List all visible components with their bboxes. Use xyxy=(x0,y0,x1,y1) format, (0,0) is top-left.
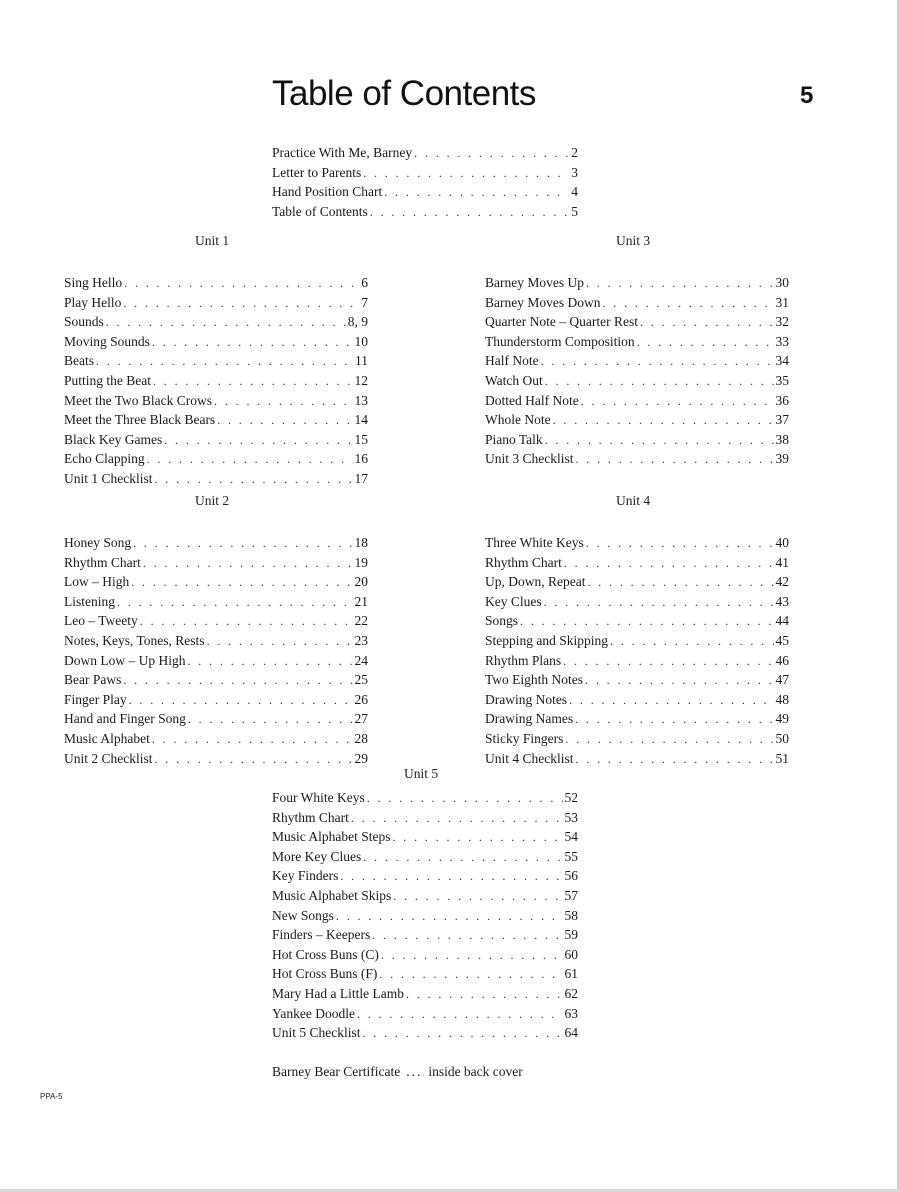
toc-entry-label: Play Hello xyxy=(64,294,122,310)
toc-entry-page: 8, 9 xyxy=(347,314,368,330)
toc-entry-label: Dotted Half Note xyxy=(485,392,579,408)
toc-entry-page: 23 xyxy=(354,632,368,648)
toc-entry-page: 44 xyxy=(775,613,789,629)
toc-entry xyxy=(64,293,368,313)
dot-leader xyxy=(414,144,569,164)
toc-entry xyxy=(485,631,789,651)
dot-leader xyxy=(553,411,774,431)
toc-entry-page: 17 xyxy=(354,470,368,486)
toc-entry-label: Hot Cross Buns (C) xyxy=(272,946,379,962)
toc-entry-page: 3 xyxy=(571,164,578,180)
toc-entry-page: 26 xyxy=(354,691,368,707)
toc-entry-page: 64 xyxy=(564,1025,578,1041)
toc-entry-label: Sticky Fingers xyxy=(485,730,564,746)
toc-entry xyxy=(485,670,789,690)
toc-entry-label: Unit 3 Checklist xyxy=(485,451,574,467)
toc-entry-label: Unit 2 Checklist xyxy=(64,750,153,766)
toc-entry-label: Meet the Three Black Bears xyxy=(64,412,216,428)
dot-leader xyxy=(565,730,773,750)
dot-leader xyxy=(581,392,774,412)
toc-entry-label: Notes, Keys, Tones, Rests xyxy=(64,632,205,648)
toc-entry xyxy=(485,572,789,592)
unit-2-list xyxy=(64,533,368,768)
toc-entry-page: 12 xyxy=(354,372,368,388)
toc-entry xyxy=(485,553,789,573)
dot-leader xyxy=(363,164,569,184)
dot-leader xyxy=(372,926,562,946)
dot-leader xyxy=(370,203,569,223)
toc-entry xyxy=(272,143,578,163)
toc-entry-page: 45 xyxy=(775,632,789,648)
toc-entry-label: Down Low – Up High xyxy=(64,652,186,668)
toc-entry-page: 5 xyxy=(571,203,578,219)
certificate-location: inside back cover xyxy=(428,1064,523,1079)
dot-leader xyxy=(152,333,353,353)
toc-entry xyxy=(272,182,578,202)
unit-4-heading: Unit 4 xyxy=(616,493,651,508)
toc-entry-page: 19 xyxy=(354,554,368,570)
toc-entry-page: 48 xyxy=(775,691,789,707)
dot-leader xyxy=(586,534,774,554)
toc-entry-label: Key Finders xyxy=(272,868,339,884)
toc-entry xyxy=(485,592,789,612)
toc-entry-label: Barney Moves Down xyxy=(485,294,601,310)
toc-entry-page: 28 xyxy=(354,730,368,746)
dot-leader xyxy=(585,671,773,691)
toc-entry-label: Four White Keys xyxy=(272,790,365,805)
toc-entry-page: 41 xyxy=(775,554,789,570)
toc-entry-label: Three White Keys xyxy=(485,535,584,550)
dot-leader xyxy=(143,554,353,574)
dot-leader xyxy=(640,313,774,333)
toc-entry xyxy=(485,449,789,469)
dot-leader xyxy=(96,352,353,372)
toc-entry-label: Watch Out xyxy=(485,372,543,388)
toc-entry-page: 36 xyxy=(775,392,789,408)
toc-entry-label: Up, Down, Repeat xyxy=(485,574,586,590)
dot-leader xyxy=(587,573,773,593)
certificate-dots: ... xyxy=(406,1064,423,1079)
toc-entry-page: 34 xyxy=(775,353,789,369)
toc-entry-page: 56 xyxy=(564,868,578,884)
toc-entry xyxy=(64,449,368,469)
toc-entry-page: 59 xyxy=(564,927,578,943)
toc-entry xyxy=(272,886,578,906)
toc-entry-page: 13 xyxy=(354,392,368,408)
toc-entry-page: 42 xyxy=(775,574,789,590)
toc-entry xyxy=(272,808,578,828)
toc-entry xyxy=(485,729,789,749)
toc-entry-page: 27 xyxy=(354,711,368,727)
toc-entry xyxy=(485,611,789,631)
toc-entry xyxy=(485,351,789,371)
toc-entry-label: Rhythm Plans xyxy=(485,652,562,668)
toc-entry xyxy=(64,611,368,631)
dot-leader xyxy=(147,450,353,470)
toc-entry-page: 24 xyxy=(354,652,368,668)
dot-leader xyxy=(207,632,353,652)
toc-entry-label: Hand Position Chart xyxy=(272,184,383,200)
toc-entry-label: Practice With Me, Barney xyxy=(272,145,413,160)
toc-entry-label: Music Alphabet Steps xyxy=(272,829,391,845)
toc-entry xyxy=(272,1004,578,1024)
toc-entry-page: 16 xyxy=(354,451,368,467)
dot-leader xyxy=(153,372,353,392)
dot-leader xyxy=(123,671,352,691)
toc-entry-page: 40 xyxy=(775,535,789,550)
toc-entry-page: 18 xyxy=(354,535,368,550)
dot-leader xyxy=(152,730,353,750)
toc-entry xyxy=(272,827,578,847)
dot-leader xyxy=(363,848,562,868)
toc-entry xyxy=(485,430,789,450)
toc-entry xyxy=(485,651,789,671)
toc-entry-label: Letter to Parents xyxy=(272,164,362,180)
dot-leader xyxy=(131,573,352,593)
toc-entry-label: Rhythm Chart xyxy=(485,554,562,570)
toc-entry-label: Key Clues xyxy=(485,593,542,609)
dot-leader xyxy=(563,652,773,672)
unit-5-list xyxy=(272,788,578,1043)
dot-leader xyxy=(602,294,773,314)
page-number: 5 xyxy=(800,82,814,109)
toc-entry xyxy=(64,592,368,612)
toc-entry xyxy=(64,690,368,710)
toc-entry-page: 35 xyxy=(775,372,789,388)
toc-entry-label: Stepping and Skipping xyxy=(485,632,609,648)
toc-entry-label: Table of Contents xyxy=(272,203,368,219)
toc-entry-label: More Key Clues xyxy=(272,848,362,864)
toc-entry-label: Hot Cross Buns (F) xyxy=(272,966,378,982)
toc-entry xyxy=(485,410,789,430)
toc-entry-label: Two Eighth Notes xyxy=(485,672,584,688)
certificate-entry xyxy=(272,1064,523,1080)
toc-entry-page: 57 xyxy=(564,887,578,903)
toc-entry-page: 61 xyxy=(564,966,578,982)
toc-entry-page: 6 xyxy=(361,275,368,290)
toc-entry-label: Beats xyxy=(64,353,94,369)
toc-entry-label: Unit 5 Checklist xyxy=(272,1025,361,1041)
toc-entry-label: Unit 1 Checklist xyxy=(64,470,153,486)
toc-entry-label: Leo – Tweety xyxy=(64,613,138,629)
toc-entry xyxy=(485,293,789,313)
dot-leader xyxy=(541,352,774,372)
dot-leader xyxy=(545,431,774,451)
toc-entry xyxy=(272,202,578,222)
dot-leader xyxy=(117,593,353,613)
toc-entry xyxy=(64,469,368,489)
toc-entry xyxy=(485,371,789,391)
dot-leader xyxy=(586,274,774,294)
toc-entry xyxy=(272,925,578,945)
toc-entry-page: 14 xyxy=(354,412,368,428)
toc-entry xyxy=(485,273,789,293)
toc-entry-label: Honey Song xyxy=(64,535,132,550)
toc-entry-label: Quarter Note – Quarter Rest xyxy=(485,314,638,330)
dot-leader xyxy=(123,294,359,314)
unit-1-list xyxy=(64,273,368,489)
toc-entry-label: Putting the Beat xyxy=(64,372,151,388)
toc-entry-label: Rhythm Chart xyxy=(272,809,349,825)
dot-leader xyxy=(637,333,774,353)
toc-entry xyxy=(485,391,789,411)
dot-leader xyxy=(367,789,563,809)
toc-entry-label: New Songs xyxy=(272,907,334,923)
toc-entry-page: 11 xyxy=(355,353,368,369)
unit-3-list xyxy=(485,273,789,469)
toc-entry-page: 30 xyxy=(775,275,789,290)
dot-leader xyxy=(569,691,773,711)
toc-entry-page: 62 xyxy=(564,985,578,1001)
toc-entry xyxy=(64,631,368,651)
toc-entry-label: Drawing Names xyxy=(485,711,574,727)
toc-entry xyxy=(485,690,789,710)
toc-entry xyxy=(64,430,368,450)
toc-entry-page: 10 xyxy=(354,333,368,349)
page-title: Table of Contents xyxy=(272,74,536,113)
toc-entry-page: 22 xyxy=(354,613,368,629)
toc-entry xyxy=(64,709,368,729)
toc-entry-label: Black Key Games xyxy=(64,431,163,447)
toc-entry-page: 2 xyxy=(571,145,578,160)
dot-leader xyxy=(393,887,562,907)
toc-entry-page: 51 xyxy=(775,750,789,766)
intro-entries-list xyxy=(272,143,578,221)
toc-entry xyxy=(64,351,368,371)
toc-entry-page: 38 xyxy=(775,431,789,447)
dot-leader xyxy=(155,470,353,490)
dot-leader xyxy=(129,691,353,711)
toc-entry xyxy=(64,371,368,391)
toc-entry-label: Songs xyxy=(485,613,519,629)
dot-leader xyxy=(188,710,353,730)
dot-leader xyxy=(393,828,563,848)
toc-entry-label: Piano Talk xyxy=(485,431,543,447)
dot-leader xyxy=(133,534,352,554)
toc-entry-page: 21 xyxy=(354,593,368,609)
toc-entry-page: 31 xyxy=(775,294,789,310)
toc-entry xyxy=(64,312,368,332)
toc-entry-page: 37 xyxy=(775,412,789,428)
dot-leader xyxy=(214,392,352,412)
toc-entry xyxy=(64,670,368,690)
toc-entry xyxy=(272,964,578,984)
toc-entry xyxy=(64,651,368,671)
toc-entry-label: Whole Note xyxy=(485,412,551,428)
toc-entry-page: 25 xyxy=(354,672,368,688)
toc-entry xyxy=(272,1023,578,1043)
toc-entry-label: Hand and Finger Song xyxy=(64,711,186,727)
dot-leader xyxy=(340,867,562,887)
dot-leader xyxy=(545,372,774,392)
toc-entry-label: Sing Hello xyxy=(64,275,123,290)
toc-entry-page: 58 xyxy=(564,907,578,923)
toc-entry xyxy=(64,749,368,769)
toc-entry-label: Music Alphabet xyxy=(64,730,150,746)
toc-entry-label: Half Note xyxy=(485,353,539,369)
toc-entry xyxy=(272,945,578,965)
toc-entry-label: Rhythm Chart xyxy=(64,554,141,570)
unit-1-heading: Unit 1 xyxy=(195,233,230,248)
toc-entry-label: Thunderstorm Composition xyxy=(485,333,635,349)
toc-entry-label: Listening xyxy=(64,593,115,609)
dot-leader xyxy=(106,313,346,333)
dot-leader xyxy=(336,907,563,927)
toc-entry xyxy=(64,332,368,352)
dot-leader xyxy=(520,612,773,632)
toc-entry-page: 53 xyxy=(564,809,578,825)
dot-leader xyxy=(406,985,563,1005)
toc-entry xyxy=(485,749,789,769)
dot-leader xyxy=(164,431,352,451)
toc-entry-page: 46 xyxy=(775,652,789,668)
dot-leader xyxy=(379,965,562,985)
unit-5-heading: Unit 5 xyxy=(404,766,439,781)
toc-entry-page: 7 xyxy=(361,294,368,310)
toc-entry xyxy=(64,391,368,411)
toc-entry-label: Mary Had a Little Lamb xyxy=(272,985,404,1001)
dot-leader xyxy=(575,710,773,730)
toc-entry-page: 54 xyxy=(564,829,578,845)
toc-entry-page: 20 xyxy=(354,574,368,590)
toc-entry-page: 63 xyxy=(564,1005,578,1021)
toc-entry xyxy=(64,729,368,749)
toc-entry-page: 49 xyxy=(775,711,789,727)
dot-leader xyxy=(384,183,569,203)
toc-entry-label: Meet the Two Black Crows xyxy=(64,392,213,408)
toc-entry xyxy=(272,866,578,886)
toc-entry-label: Finders – Keepers xyxy=(272,927,371,943)
toc-entry-page: 50 xyxy=(775,730,789,746)
toc-entry xyxy=(485,332,789,352)
toc-entry-page: 60 xyxy=(564,946,578,962)
dot-leader xyxy=(564,554,774,574)
toc-entry-page: 15 xyxy=(354,431,368,447)
toc-entry-label: Moving Sounds xyxy=(64,333,150,349)
toc-entry xyxy=(272,847,578,867)
dot-leader xyxy=(610,632,773,652)
unit-4-list xyxy=(485,533,789,768)
dot-leader xyxy=(124,274,359,294)
toc-entry-label: Finger Play xyxy=(64,691,127,707)
dot-leader xyxy=(381,946,563,966)
toc-entry xyxy=(272,906,578,926)
toc-entry xyxy=(485,533,789,553)
toc-entry-label: Unit 4 Checklist xyxy=(485,750,574,766)
toc-entry-page: 33 xyxy=(775,333,789,349)
dot-leader xyxy=(140,612,353,632)
dot-leader xyxy=(351,809,563,829)
dot-leader xyxy=(576,750,774,770)
unit-2-heading: Unit 2 xyxy=(195,493,230,508)
toc-entry xyxy=(64,273,368,293)
dot-leader xyxy=(357,1005,563,1025)
toc-entry-page: 47 xyxy=(775,672,789,688)
footer-code: PPA-5 xyxy=(40,1092,63,1101)
unit-3-heading: Unit 3 xyxy=(616,233,651,248)
toc-entry-label: Echo Clapping xyxy=(64,451,145,467)
dot-leader xyxy=(576,450,774,470)
dot-leader xyxy=(155,750,353,770)
toc-entry xyxy=(272,163,578,183)
dot-leader xyxy=(217,411,352,431)
toc-entry-label: Low – High xyxy=(64,574,130,590)
toc-entry-label: Drawing Notes xyxy=(485,691,568,707)
toc-entry-page: 43 xyxy=(775,593,789,609)
toc-entry-page: 52 xyxy=(564,790,578,805)
toc-entry-page: 39 xyxy=(775,451,789,467)
toc-entry xyxy=(64,553,368,573)
certificate-label: Barney Bear Certificate xyxy=(272,1064,401,1079)
dot-leader xyxy=(363,1024,563,1044)
toc-entry xyxy=(485,312,789,332)
toc-entry-page: 29 xyxy=(354,750,368,766)
toc-entry-page: 4 xyxy=(571,184,578,200)
toc-entry-label: Barney Moves Up xyxy=(485,275,584,290)
toc-entry-label: Music Alphabet Skips xyxy=(272,887,392,903)
dot-leader xyxy=(544,593,774,613)
toc-entry-page: 55 xyxy=(564,848,578,864)
toc-entry-page: 32 xyxy=(775,314,789,330)
dot-leader xyxy=(188,652,353,672)
toc-entry xyxy=(272,984,578,1004)
toc-entry-label: Sounds xyxy=(64,314,104,330)
toc-entry xyxy=(64,410,368,430)
toc-entry xyxy=(272,788,578,808)
toc-entry xyxy=(64,572,368,592)
toc-entry xyxy=(64,533,368,553)
toc-entry xyxy=(485,709,789,729)
toc-entry-label: Yankee Doodle xyxy=(272,1005,355,1021)
toc-entry-label: Bear Paws xyxy=(64,672,122,688)
